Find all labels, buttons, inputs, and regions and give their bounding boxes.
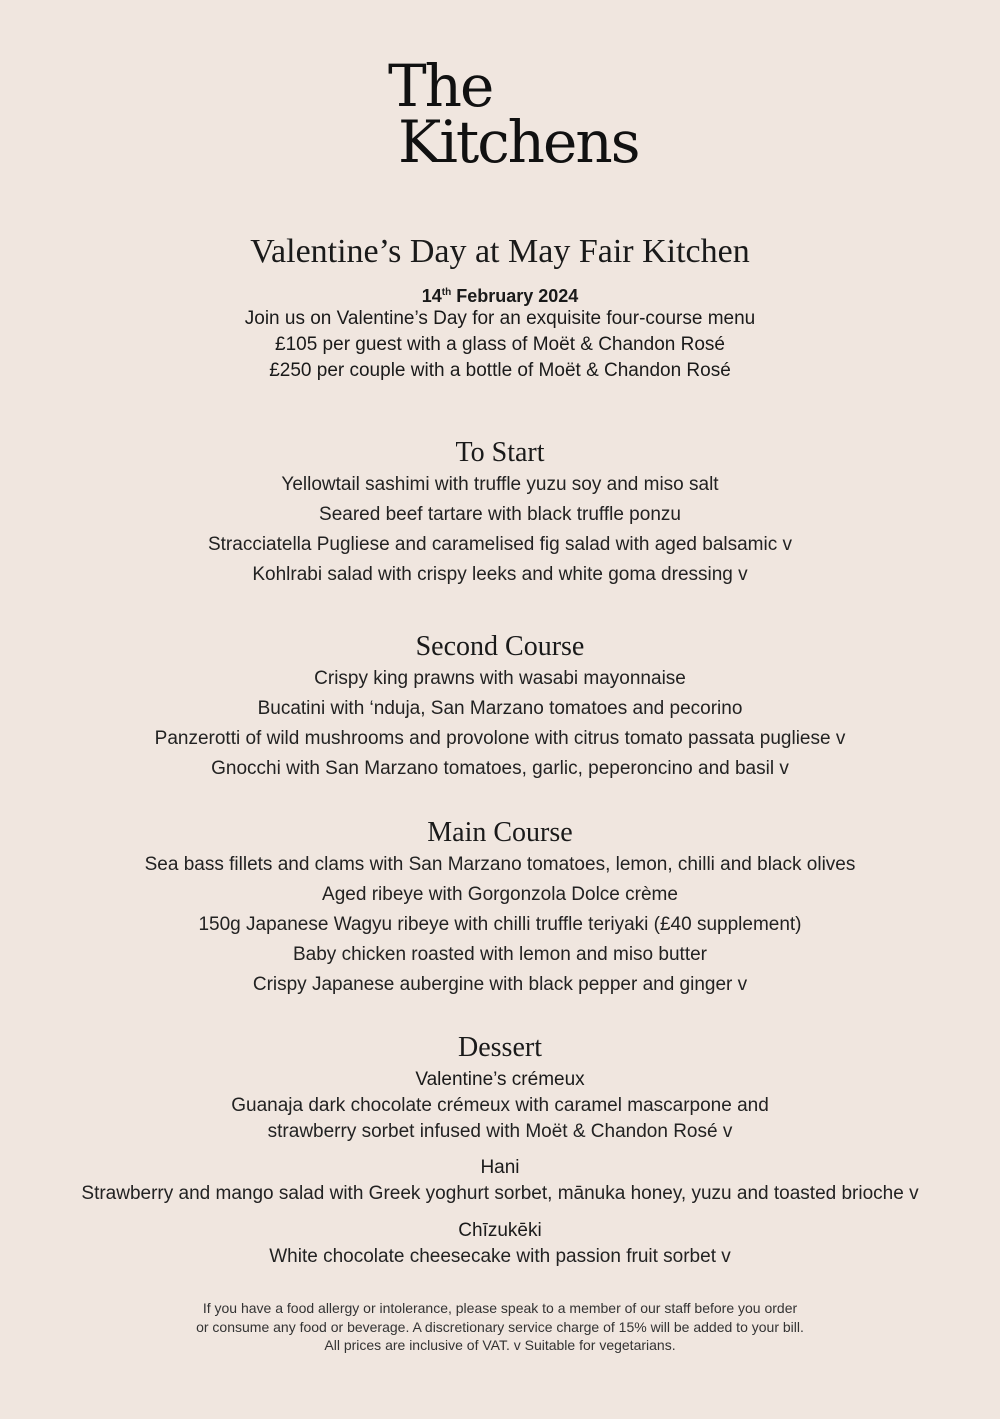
dessert-name: Chīzukēki — [458, 1220, 542, 1241]
menu-item: Yellowtail sashimi with truffle yuzu soy and miso salt — [281, 474, 719, 495]
dessert-description: Guanaja dark chocolate crémeux with caramel mascarpone and — [231, 1095, 769, 1116]
dessert-description: strawberry sorbet infused with Moët & Chandon Rosé v — [267, 1121, 733, 1142]
dessert-description: Strawberry and mango salad with Greek yoghurt sorbet, mānuka honey, yuzu and toasted brioche v — [81, 1183, 919, 1204]
menu-item: Sea bass fillets and clams with San Marzano tomatoes, lemon, chilli and black olives — [144, 854, 856, 875]
section-heading-dessert: Dessert — [458, 1032, 542, 1063]
section-heading-second-course: Second Course — [415, 631, 585, 662]
event-title: Valentine’s Day at May Fair Kitchen — [250, 233, 750, 270]
menu-item: Aged ribeye with Gorgonzola Dolce crème — [322, 884, 678, 905]
footer-line: If you have a food allergy or intolerance, please speak to a member of our staff before you order — [202, 1300, 798, 1316]
event-date: 14th February 2024 — [421, 286, 579, 306]
menu-item: Kohlrabi salad with crispy leeks and white goma dressing v — [252, 564, 748, 585]
menu-item: Seared beef tartare with black truffle ponzu — [319, 504, 681, 525]
intro-line: £105 per guest with a glass of Moët & Chandon Rosé — [275, 334, 725, 355]
menu-item: Crispy Japanese aubergine with black pepper and ginger v — [252, 974, 748, 995]
menu-item: Stracciatella Pugliese and caramelised fig salad with aged balsamic v — [207, 534, 793, 555]
menu-item: Panzerotti of wild mushrooms and provolone with citrus tomato passata pugliese v — [154, 728, 846, 749]
menu-item: 150g Japanese Wagyu ribeye with chilli truffle teriyaki (£40 supplement) — [198, 914, 802, 935]
intro-line: Join us on Valentine’s Day for an exquisite four-course menu — [244, 308, 756, 329]
menu-item: Bucatini with ‘nduja, San Marzano tomatoes and pecorino — [257, 698, 743, 719]
logo-line-2: Kitchens — [398, 108, 639, 176]
footer-line: or consume any food or beverage. A discretionary service charge of 15% will be added to your bill. — [196, 1319, 804, 1335]
menu-item: Baby chicken roasted with lemon and miso butter — [293, 944, 707, 965]
section-heading-to-start: To Start — [455, 437, 545, 468]
footer-line: All prices are inclusive of VAT. v Suitable for vegetarians. — [324, 1337, 676, 1353]
logo — [388, 52, 639, 176]
intro-line: £250 per couple with a bottle of Moët & Chandon Rosé — [269, 360, 731, 381]
menu-item: Gnocchi with San Marzano tomatoes, garlic, peperoncino and basil v — [211, 758, 789, 779]
dessert-description: White chocolate cheesecake with passion fruit sorbet v — [269, 1246, 731, 1267]
section-heading-main-course: Main Course — [427, 817, 573, 848]
dessert-name: Valentine’s crémeux — [415, 1069, 585, 1090]
logo-line-1: The — [388, 52, 493, 120]
dessert-name: Hani — [480, 1157, 520, 1178]
menu-item: Crispy king prawns with wasabi mayonnaise — [314, 668, 686, 689]
